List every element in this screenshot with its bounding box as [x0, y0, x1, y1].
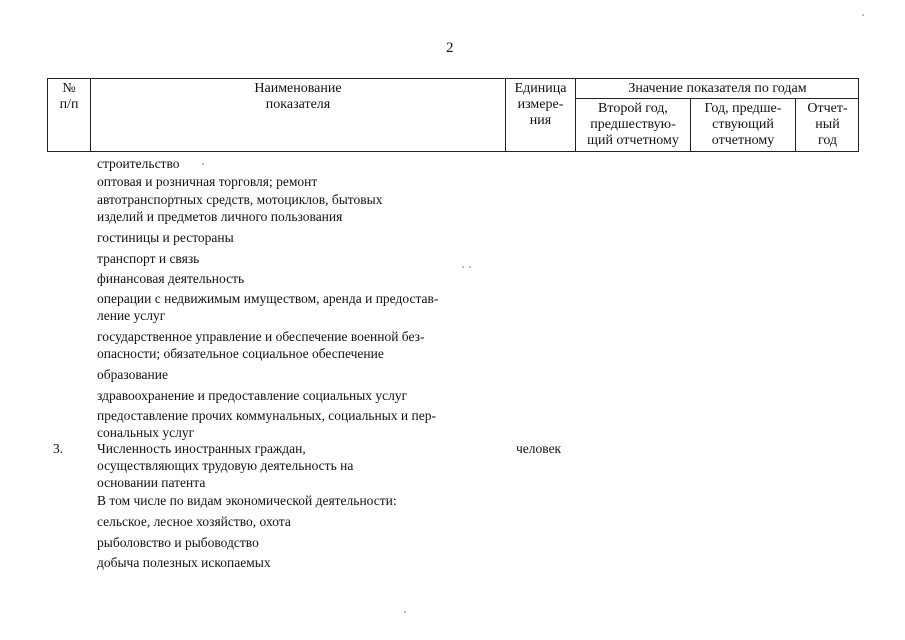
- col-year1-label: Год, предше-: [704, 101, 782, 116]
- col-year2-label: щий отчетному: [587, 133, 679, 148]
- indicator-line: рыболовство и рыбоводство: [97, 535, 259, 550]
- group-header-divider: [575, 98, 859, 99]
- scan-speck: [202, 163, 204, 165]
- indicator-line: сональных услуг: [97, 425, 195, 440]
- indicator-line: В том числе по видам экономической деятельности:: [97, 493, 397, 508]
- indicator-line: операции с недвижимым имуществом, аренда и предостав-: [97, 291, 439, 306]
- indicator-line: здравоохранение и предоставление социальных услуг: [97, 388, 408, 403]
- indicator-line: осуществляющих трудовую деятельность на: [97, 458, 354, 473]
- col-year2-label: Второй год,: [598, 101, 668, 116]
- col-name-header: [91, 81, 505, 113]
- indicator-line: опасности; обязательное социальное обеспечение: [97, 346, 384, 361]
- col-num-label: п/п: [59, 97, 79, 112]
- indicator-line: Численность иностранных граждан,: [97, 441, 306, 456]
- col-year1-header: [691, 101, 795, 149]
- col-year2-header: [576, 101, 690, 149]
- col-report-label: год: [817, 133, 838, 148]
- indicator-line: предоставление прочих коммунальных, социальных и пер-: [97, 408, 436, 423]
- col-report-year-header: [796, 101, 859, 149]
- col-report-label: Отчет-: [807, 101, 848, 116]
- col-year1-label: ствующий: [712, 117, 774, 132]
- indicator-line: добыча полезных ископаемых: [97, 555, 271, 570]
- scan-speck: [404, 611, 406, 613]
- col-num-header: [48, 81, 90, 113]
- indicator-line: сельское, лесное хозяйство, охота: [97, 514, 291, 529]
- scan-speck: [862, 14, 864, 16]
- col-year2-label: предшествую-: [590, 117, 676, 132]
- indicator-line: изделий и предметов личного пользования: [97, 209, 343, 224]
- col-unit-label: измере-: [517, 97, 564, 112]
- indicator-line: ление услуг: [97, 308, 166, 323]
- col-name-label: Наименование: [254, 81, 342, 96]
- col-unit-header: [506, 81, 575, 129]
- col-num-label: №: [62, 81, 76, 96]
- scan-speck: [469, 266, 471, 268]
- indicator-line: образование: [97, 367, 168, 382]
- col-year1-label: отчетному: [711, 133, 775, 148]
- indicator-line: строительство: [97, 156, 180, 171]
- col-unit-label: ния: [529, 113, 552, 128]
- page-number: 2: [446, 40, 454, 56]
- col-report-label: ный: [815, 117, 840, 132]
- indicator-line: государственное управление и обеспечение военной без-: [97, 329, 425, 344]
- col-values-group-header: Значение показателя по годам: [628, 81, 807, 96]
- col-name-label: показателя: [265, 97, 331, 112]
- indicator-line: автотранспортных средств, мотоциклов, бытовых: [97, 192, 383, 207]
- indicator-line: транспорт и связь: [97, 251, 200, 266]
- row-number: 3.: [53, 441, 64, 456]
- table-header: [47, 78, 859, 152]
- indicator-line: гостиницы и рестораны: [97, 230, 234, 245]
- col-unit-label: Единица: [514, 81, 567, 96]
- scan-speck: [462, 266, 464, 268]
- indicator-line: основании патента: [97, 475, 206, 490]
- indicator-line: оптовая и розничная торговля; ремонт: [97, 174, 318, 189]
- indicator-line: финансовая деятельность: [97, 271, 245, 286]
- unit-value: человек: [516, 441, 562, 456]
